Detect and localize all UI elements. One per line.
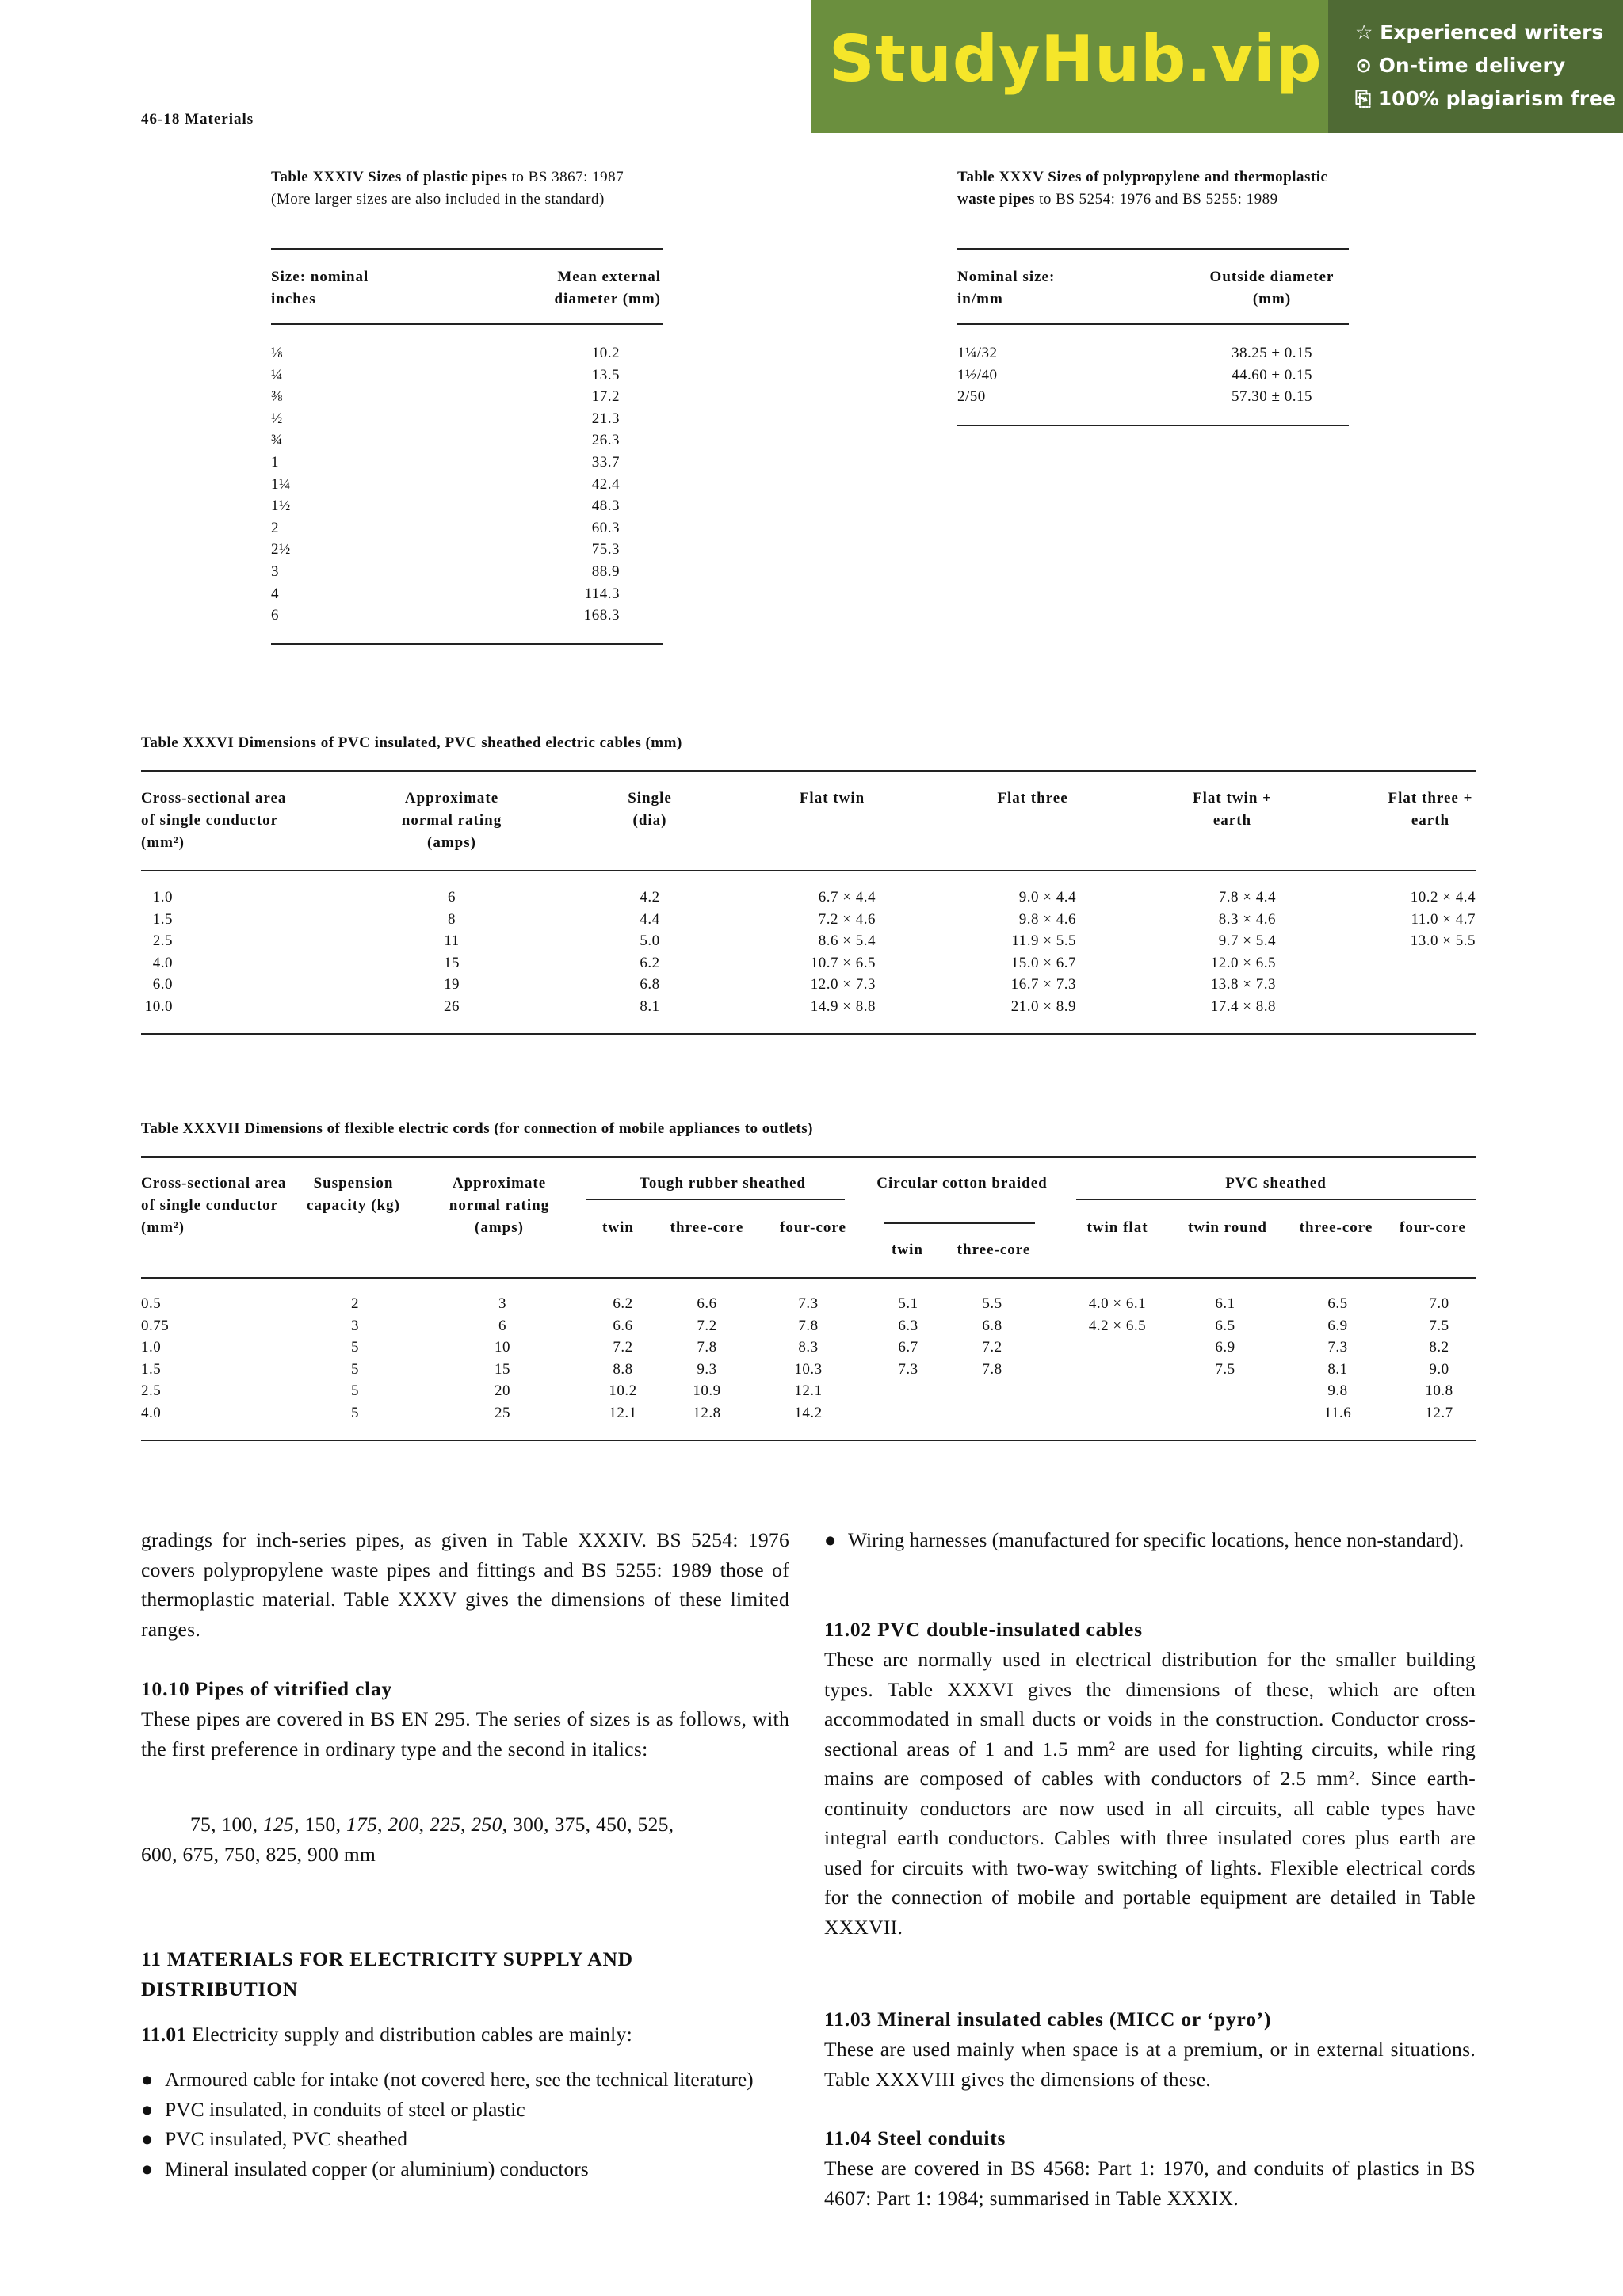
table-cell: 10.2 [591, 345, 620, 361]
table35-col-sizes [957, 342, 998, 408]
table-cell: 7.8 [982, 1360, 1002, 1378]
table-cell: 21.3 [591, 410, 620, 427]
table36-col-area [141, 887, 173, 1018]
table-cell: 2.5 [141, 1383, 162, 1400]
table-cell: 9.7 × 5.4 [1218, 933, 1276, 950]
table-cell: 2 [351, 1295, 359, 1312]
right-para-mineral: These are used mainly when space is at a premium, or in external situations. Table XXXVIII gives the dimensions of these. [824, 2038, 1476, 2091]
table-cell: 7.0 [1429, 1295, 1449, 1312]
table37-col-area [141, 1293, 169, 1425]
table36-header-rule [141, 870, 1476, 871]
left-para-11-01: 11.01 Electricity supply and distribution cables are mainly: [141, 2023, 632, 2046]
table-cell: 11 [444, 933, 460, 950]
table37-col-pvc-twin-round [1201, 1293, 1249, 1380]
table-cell: 75.3 [591, 541, 620, 559]
table-cell: 9.0 [1429, 1360, 1449, 1378]
table-cell: 3 [351, 1317, 359, 1334]
table37-header-pvc-four: four-core [1400, 1219, 1466, 1236]
bullet-item: ● Armoured cable for intake (not covered here, see the technical literature) [141, 2068, 754, 2091]
table-cell: 13.5 [591, 366, 620, 383]
size-second-preference: 225 [430, 1813, 461, 1836]
table-cell: 20 [495, 1383, 510, 1400]
size-text: , [418, 1813, 430, 1836]
table36-col-flat-twin-earth [1157, 887, 1276, 1018]
table37-header-capacity: Suspension capacity (kg) [306, 1175, 400, 1214]
bullet-wiring-harness: ● Wiring harnesses (manufactured for specific locations, hence non-standard). [824, 1528, 1465, 1551]
table37-col-pvc-three [1314, 1293, 1361, 1425]
table-cell: 4.4 [640, 910, 660, 928]
table-cell: 15.0 × 6.7 [1010, 954, 1076, 971]
table-cell: ½ [271, 410, 283, 427]
table-cell: 4.0 [152, 954, 173, 971]
table-cell: 6.2 [640, 954, 660, 971]
bullet-item: ● PVC insulated, PVC sheathed [141, 2127, 407, 2150]
table37-header-pvc: PVC sheathed [1225, 1175, 1327, 1192]
table34-header-rule [271, 323, 663, 325]
clay-size-series: 75, 100, 125, 150, 175, 200, 225, 250, 300, 375, 450, 525, 600, 675, 750, 825, 900 mm [141, 1813, 674, 1866]
size-second-preference: 250 [471, 1813, 502, 1836]
table37-col-rubber-three [683, 1293, 731, 1425]
table-cell: 6.1 [1215, 1295, 1235, 1312]
table-cell: 6 [498, 1317, 506, 1334]
table-cell: 15 [495, 1360, 510, 1378]
table-cell: 10.8 [1425, 1383, 1453, 1400]
table-cell: 8.1 [640, 997, 660, 1015]
table-cell: 10.9 [693, 1383, 721, 1400]
table-cell: 2½ [271, 541, 291, 559]
table-cell: 11.0 × 4.7 [1411, 910, 1476, 928]
table-cell: 5 [351, 1339, 359, 1356]
table-cell: 9.8 × 4.6 [1018, 910, 1076, 928]
table37-cotton-rule [884, 1222, 1035, 1224]
table-cell: 7.8 × 4.4 [1218, 889, 1276, 906]
size-text: , [377, 1813, 388, 1836]
table-cell: 12.8 [693, 1404, 721, 1421]
table-cell: 5.0 [640, 933, 660, 950]
table-cell: 6.7 × 4.4 [818, 889, 876, 906]
size-second-preference: 200 [388, 1813, 419, 1836]
table34-header-size: Size: nominal inches [271, 269, 369, 307]
table-cell: 9.8 [1327, 1383, 1348, 1400]
table35-header-rule [957, 323, 1349, 325]
table-cell: 10.3 [794, 1360, 823, 1378]
table-cell: 4.0 × 6.1 [1088, 1295, 1147, 1312]
table37-header-pvc-three: three-core [1299, 1219, 1373, 1236]
table-cell: 26 [444, 997, 460, 1015]
table34-caption: Table XXXIV Sizes of plastic pipes to BS 3867: 1987 (More larger sizes are also included in the standard) [271, 169, 624, 208]
table-cell: 12.0 × 7.3 [810, 976, 876, 994]
ad-feature-delivery: ⊙ On-time delivery [1355, 54, 1566, 77]
table37-col-cotton-three [968, 1293, 1016, 1380]
table-cell: 10.0 [144, 997, 173, 1015]
table37-header-rule [141, 1277, 1476, 1279]
table-cell: 17.4 × 8.8 [1210, 997, 1276, 1015]
table36-caption: Table XXXVI Dimensions of PVC insulated, PVC sheathed electric cables (mm) [141, 734, 682, 751]
left-para-gradings: gradings for inch-series pipes, as given in Table XXXIV. BS 5254: 1976 covers polypropylene waste pipes and fittings and BS 5255: 1989 those of thermoplastic material. Table XXXV gives the dimensions of these limited ranges. [141, 1528, 789, 1641]
table-cell: 7.3 [1327, 1339, 1348, 1356]
table-cell: 8.3 [798, 1339, 819, 1356]
table36-top-rule [141, 770, 1476, 772]
table34-top-rule [271, 248, 663, 250]
table-cell: 6 [448, 889, 456, 906]
table37-col-rubber-twin [599, 1293, 647, 1425]
table37-header-pvc-twin-round: twin round [1188, 1219, 1267, 1236]
table-cell: 38.25 ± 0.15 [1232, 345, 1312, 361]
table-cell: 8.8 [613, 1360, 633, 1378]
table-cell: 13.0 × 5.5 [1410, 933, 1476, 950]
table-cell: 114.3 [584, 585, 620, 602]
table-cell: 4 [271, 585, 279, 602]
table-cell: 17.2 [591, 388, 620, 406]
table36-col-rating [428, 887, 475, 1018]
table37-header-cotton-three: three-core [957, 1241, 1031, 1258]
table36-header-flat-three-earth: Flat three + earth [1388, 790, 1473, 829]
table35-col-diameters [1197, 342, 1347, 408]
table-cell: ¼ [271, 366, 283, 383]
table-cell: 60.3 [591, 519, 620, 536]
table-cell: 9.0 × 4.4 [1018, 889, 1076, 906]
table-cell: 1¼ [271, 475, 291, 493]
table36-bottom-rule [141, 1033, 1476, 1035]
table35-caption: Table XXXV Sizes of polypropylene and thermoplastic waste pipes to BS 5254: 1976 and BS 5255: 1989 [957, 169, 1328, 208]
table37-col-rating [479, 1293, 526, 1425]
table36-header-flat-twin-earth: Flat twin + earth [1193, 790, 1272, 829]
table-cell: ⅜ [271, 388, 283, 406]
table34-col-diameters [555, 342, 620, 627]
table-cell: 6.5 [1327, 1295, 1348, 1312]
table37-caption: Table XXXVII Dimensions of flexible electric cords (for connection of mobile appliances to outlets) [141, 1120, 813, 1137]
table34-header-diameter: Mean external diameter (mm) [554, 269, 661, 307]
table-cell: 8.6 × 5.4 [818, 933, 876, 950]
table37-col-cotton-twin [884, 1293, 932, 1380]
table-cell: 0.5 [141, 1295, 162, 1312]
table-cell: 3 [498, 1295, 506, 1312]
table36-col-flat-three [959, 887, 1076, 1018]
table-cell: 4.2 [640, 889, 660, 906]
table-cell: 1.5 [152, 910, 173, 928]
table-cell: 12.0 × 6.5 [1210, 954, 1276, 971]
heading-11-02: 11.02 PVC double-insulated cables [824, 1618, 1143, 1641]
table37-pvc-rule [1076, 1199, 1476, 1200]
table-cell: 7.3 [798, 1295, 819, 1312]
table-cell: 12.7 [1425, 1404, 1453, 1421]
table35-header-size: Nominal size: in/mm [957, 269, 1056, 307]
table37-header-rubber-three: three-core [670, 1219, 744, 1236]
table-cell: 7.2 [613, 1339, 633, 1356]
table-cell: 8.3 × 4.6 [1218, 910, 1276, 928]
table34-bottom-rule [271, 643, 663, 645]
table37-col-pvc-twin-flat [1070, 1293, 1165, 1337]
running-head: 46-18 Materials [141, 111, 254, 128]
table36-col-single [626, 887, 674, 1018]
table-cell: 6.9 [1327, 1317, 1348, 1334]
table-cell: 7.2 × 4.6 [818, 910, 876, 928]
table-cell: 6.6 [697, 1295, 717, 1312]
table-cell: 6.8 [640, 976, 660, 994]
table-cell: 6.8 [982, 1317, 1002, 1334]
table-cell: 12.1 [794, 1383, 823, 1400]
table-cell: 11.6 [1323, 1404, 1352, 1421]
table-cell: 42.4 [591, 475, 620, 493]
table-cell: 1.0 [152, 889, 173, 906]
table-cell: 8.1 [1327, 1360, 1348, 1378]
table37-header-cotton: Circular cotton braided [876, 1175, 1048, 1192]
table-cell: 6.9 [1215, 1339, 1235, 1356]
table-cell: 7.5 [1429, 1317, 1449, 1334]
table-cell: 14.2 [794, 1404, 823, 1421]
table-cell: 5.1 [898, 1295, 918, 1312]
table-cell: 7.8 [697, 1339, 717, 1356]
table36-header-flat-three: Flat three [997, 790, 1068, 807]
table36-header-single: Single (dia) [628, 790, 672, 829]
table-cell: 25 [495, 1404, 510, 1421]
table-cell: 4.0 [141, 1404, 162, 1421]
table-cell: 5 [351, 1360, 359, 1378]
ad-brand-logo[interactable]: StudyHub.vip [829, 22, 1323, 96]
table-cell: 13.8 × 7.3 [1210, 976, 1276, 994]
bullet-item: ● PVC insulated, in conduits of steel or plastic [141, 2097, 525, 2121]
heading-10-10: 10.10 Pipes of vitrified clay [141, 1677, 393, 1700]
heading-11: 11 MATERIALS FOR ELECTRICITY SUPPLY AND DISTRIBUTION [141, 1947, 633, 2000]
table-cell: 2/50 [957, 388, 986, 406]
table-cell: 10.2 [609, 1383, 637, 1400]
right-para-steel: These are covered in BS 4568: Part 1: 1970, and conduits of plastics in BS 4607: Part 1: 1984; summarised in Table XXXIX. [824, 2157, 1476, 2210]
table-cell: 88.9 [591, 563, 620, 580]
table-cell: 7.5 [1215, 1360, 1235, 1378]
table-cell: 168.3 [583, 607, 620, 624]
table-cell: 7.2 [982, 1339, 1002, 1356]
table-cell: 6.5 [1215, 1317, 1235, 1334]
heading-11-03: 11.03 Mineral insulated cables (MICC or ‘pyro’) [824, 2008, 1272, 2031]
table-cell: 57.30 ± 0.15 [1232, 388, 1312, 406]
table36-col-flat-three-earth [1347, 887, 1476, 952]
table-cell: 2.5 [152, 933, 173, 950]
table-cell: 12.1 [609, 1404, 637, 1421]
table-cell: 33.7 [591, 453, 620, 471]
table37-col-rubber-four [785, 1293, 832, 1425]
bullet-item: ● Mineral insulated copper (or aluminium) conductors [141, 2157, 589, 2180]
table37-header-rating: Approximate normal rating (amps) [449, 1175, 550, 1236]
table37-header-rubber-four: four-core [780, 1219, 846, 1236]
table-cell: 44.60 ± 0.15 [1232, 366, 1312, 383]
table-cell: ¾ [271, 432, 283, 449]
table35-header-diameter: Outside diameter (mm) [1209, 269, 1335, 307]
size-text: , 150, [294, 1813, 346, 1836]
heading-11-04: 11.04 Steel conduits [824, 2126, 1006, 2149]
table37-top-rule [141, 1156, 1476, 1158]
table-cell: 21.0 × 8.9 [1010, 997, 1076, 1015]
table-cell: 2 [271, 519, 279, 536]
table-cell: 7.3 [898, 1360, 918, 1378]
table-cell: 11.9 × 5.5 [1011, 933, 1076, 950]
table-cell: 3 [271, 563, 279, 580]
table35-bottom-rule [957, 425, 1349, 426]
size-text: 75, 100, [190, 1813, 263, 1836]
size-text: , [460, 1813, 472, 1836]
table37-header-cotton-twin: twin [892, 1241, 923, 1258]
table-cell: 1½/40 [957, 366, 998, 383]
table37-header-pvc-twin-flat: twin flat [1086, 1219, 1148, 1236]
table-cell: 5 [351, 1383, 359, 1400]
table-cell: 7.2 [697, 1317, 717, 1334]
table-cell: 10 [495, 1339, 510, 1356]
table34-col-sizes [271, 342, 291, 627]
size-text: , 300, 375, 450, 525, [502, 1813, 674, 1836]
size-second-preference: 175 [346, 1813, 378, 1836]
table-cell: 14.9 × 8.8 [810, 997, 876, 1015]
table-cell: 9.3 [697, 1360, 717, 1378]
table-cell: 4.2 × 6.5 [1088, 1317, 1147, 1334]
table-cell: 1.5 [141, 1360, 162, 1378]
table-cell: 5.5 [982, 1295, 1002, 1312]
table37-header-area: Cross-sectional area of single conductor (mm²) [141, 1175, 287, 1236]
table-cell: 26.3 [591, 432, 620, 449]
table37-header-rubber: Tough rubber sheathed [639, 1175, 806, 1192]
ad-feature-plagiarism: ⎘ 100% plagiarism free [1355, 87, 1616, 110]
table-cell: 15 [444, 954, 460, 971]
table-cell: 6 [271, 607, 279, 624]
left-para-vitrified: These pipes are covered in BS EN 295. The series of sizes is as follows, with the first preference in ordinary type and the second in italics: [141, 1707, 789, 1760]
table-cell: 10.2 × 4.4 [1410, 889, 1476, 906]
table37-bottom-rule [141, 1440, 1476, 1441]
table36-header-flat-twin: Flat twin [799, 790, 865, 807]
table-cell: 8.2 [1429, 1339, 1449, 1356]
table37-header-rubber-twin: twin [602, 1219, 634, 1236]
table-cell: 6.6 [613, 1317, 633, 1334]
table-cell: 0.75 [141, 1317, 170, 1334]
table-cell: 6.3 [898, 1317, 918, 1334]
table-cell: 1 [271, 453, 279, 471]
table36-header-rating: Approximate normal rating (amps) [401, 790, 502, 851]
table37-col-capacity [331, 1293, 379, 1425]
table-cell: 7.8 [798, 1317, 819, 1334]
table-cell: 1½ [271, 498, 291, 515]
bullet-list-cables [141, 2065, 789, 2183]
table36-header-area: Cross-sectional area of single conductor (mm²) [141, 790, 287, 851]
table-cell: 6.2 [613, 1295, 633, 1312]
table-cell: 48.3 [591, 498, 620, 515]
table-cell: 19 [444, 976, 460, 994]
table-cell: 5 [351, 1404, 359, 1421]
right-para-pvc: These are normally used in electrical distribution for the smaller building types. Table XXXVI gives the dimensions of these, which are often accommodated in small ducts or voids in the construction. Conductor cross-sectional areas of 1 and 1.5 mm² are used for lighting circuits, while ring mains are composed of cables with conductors of 2.5 mm². Since earth-continuity conductors are now used in all circuits, all cable types have integral earth conductors. Cables with three insulated cores plus earth are used for circuits with two-way switching of lights. Flexible electrical cords for the connection of mobile and portable equipment are detailed in Table XXXVII. [824, 1648, 1476, 1939]
table-cell: 1¼/32 [957, 345, 998, 361]
table-cell: 6.7 [898, 1339, 918, 1356]
table35-top-rule [957, 248, 1349, 250]
table-cell: 16.7 × 7.3 [1010, 976, 1076, 994]
table37-rubber-rule [586, 1199, 845, 1200]
table36-col-flat-twin [761, 887, 876, 1018]
table-cell: 1.0 [141, 1339, 162, 1356]
ad-feature-writers: ☆ Experienced writers [1355, 21, 1604, 44]
table-cell: 8 [448, 910, 456, 928]
table37-col-pvc-four [1415, 1293, 1463, 1425]
size-second-preference: 125 [262, 1813, 295, 1836]
table-cell: 10.7 × 6.5 [810, 954, 876, 971]
table-cell: ⅛ [271, 345, 283, 361]
table-cell: 6.0 [152, 976, 173, 994]
